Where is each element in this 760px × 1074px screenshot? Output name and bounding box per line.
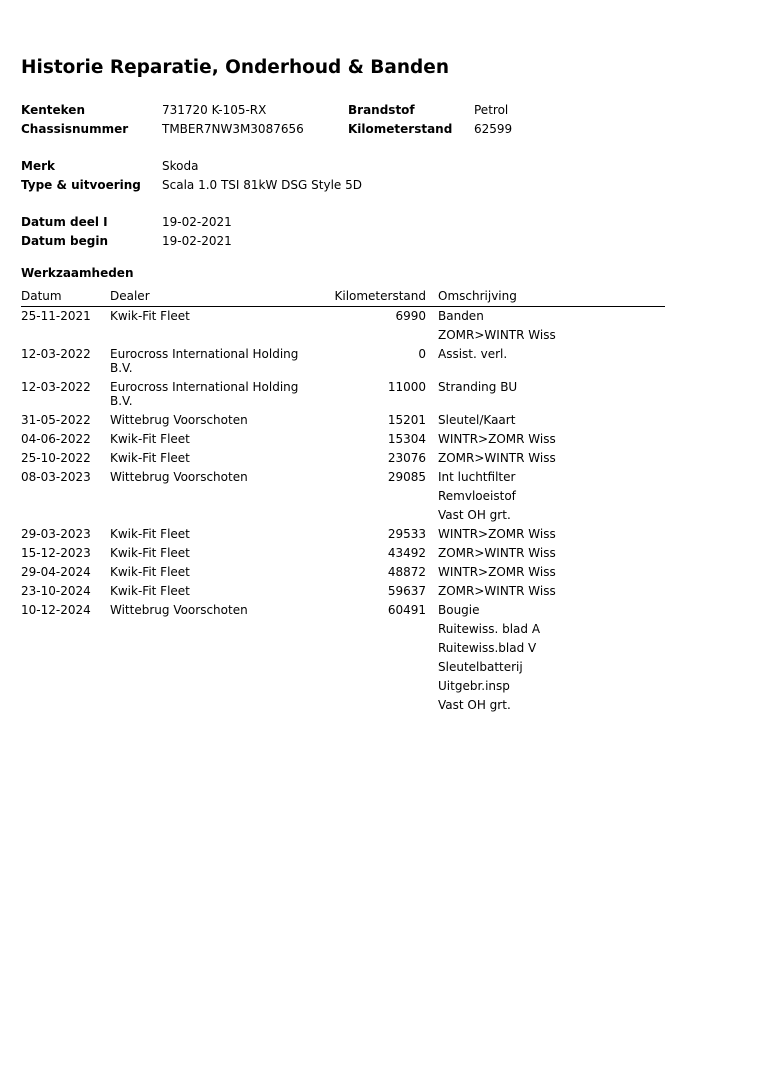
omschrijving-item: Int luchtfilter xyxy=(438,470,516,484)
header-omschrijving: Omschrijving xyxy=(438,289,517,303)
header-kilometerstand: Kilometerstand xyxy=(334,289,426,303)
row-dealer: Wittebrug Voorschoten xyxy=(110,603,248,617)
row-kilometerstand: 15304 xyxy=(387,432,426,446)
row-dealer: Kwik-Fit Fleet xyxy=(110,451,190,465)
section-title-werkzaamheden: Werkzaamheden xyxy=(21,266,134,280)
table-header xyxy=(21,288,665,307)
row-dealer: Kwik-Fit Fleet xyxy=(110,546,190,560)
row-date: 08-03-2023 xyxy=(21,470,91,484)
kenteken-value: 731720 K-105-RX xyxy=(162,103,267,117)
omschrijving-item: Uitgebr.insp xyxy=(438,679,510,693)
row-omschrijving xyxy=(438,603,540,717)
header-dealer: Dealer xyxy=(110,289,150,303)
row-kilometerstand: 29085 xyxy=(387,470,426,484)
row-date: 04-06-2022 xyxy=(21,432,91,446)
row-kilometerstand: 15201 xyxy=(387,413,426,427)
row-omschrijving xyxy=(438,347,507,366)
omschrijving-item: Bougie xyxy=(438,603,480,617)
row-kilometerstand: 48872 xyxy=(387,565,426,579)
row-date: 10-12-2024 xyxy=(21,603,91,617)
merk-label: Merk xyxy=(21,159,55,173)
table-row xyxy=(21,563,665,582)
row-date: 15-12-2023 xyxy=(21,546,91,560)
row-date: 29-03-2023 xyxy=(21,527,91,541)
omschrijving-item: Stranding BU xyxy=(438,380,518,394)
row-dealer: Kwik-Fit Fleet xyxy=(110,565,190,579)
type-value: Scala 1.0 TSI 81kW DSG Style 5D xyxy=(162,178,362,192)
omschrijving-item: Ruitewiss.blad V xyxy=(438,641,537,655)
row-date: 23-10-2024 xyxy=(21,584,91,598)
row-dealer: Wittebrug Voorschoten xyxy=(110,413,248,427)
table-row xyxy=(21,378,665,411)
datum-deel-value: 19-02-2021 xyxy=(162,215,232,229)
row-kilometerstand: 29533 xyxy=(387,527,426,541)
omschrijving-item: ZOMR>WINTR Wiss xyxy=(438,451,556,465)
row-date: 25-10-2022 xyxy=(21,451,91,465)
chassis-label: Chassisnummer xyxy=(21,122,129,136)
row-date: 31-05-2022 xyxy=(21,413,91,427)
row-dealer: Eurocross International Holding B.V. xyxy=(110,347,299,375)
kilometerstand-label: Kilometerstand xyxy=(348,122,453,136)
table-row xyxy=(21,430,665,449)
omschrijving-item: Vast OH grt. xyxy=(438,698,511,712)
table-row xyxy=(21,411,665,430)
row-dealer: Eurocross International Holding B.V. xyxy=(110,380,299,408)
row-kilometerstand: 59637 xyxy=(387,584,426,598)
row-kilometerstand: 60491 xyxy=(387,603,426,617)
omschrijving-item: Ruitewiss. blad A xyxy=(438,622,541,636)
omschrijving-item: Vast OH grt. xyxy=(438,508,511,522)
datum-begin-label: Datum begin xyxy=(21,234,108,248)
row-date: 29-04-2024 xyxy=(21,565,91,579)
omschrijving-item: ZOMR>WINTR Wiss xyxy=(438,584,556,598)
table-body xyxy=(21,307,665,715)
omschrijving-item: Remvloeistof xyxy=(438,489,516,503)
table-row xyxy=(21,582,665,601)
row-date: 12-03-2022 xyxy=(21,380,91,394)
table-row xyxy=(21,449,665,468)
omschrijving-item: ZOMR>WINTR Wiss xyxy=(438,328,556,342)
table-row xyxy=(21,345,665,378)
type-label: Type & uitvoering xyxy=(21,178,141,192)
row-dealer: Kwik-Fit Fleet xyxy=(110,432,190,446)
row-dealer: Kwik-Fit Fleet xyxy=(110,309,190,323)
omschrijving-item: Sleutel/Kaart xyxy=(438,413,516,427)
chassis-value: TMBER7NW3M3087656 xyxy=(162,122,304,136)
table-row xyxy=(21,544,665,563)
kilometerstand-value: 62599 xyxy=(474,122,513,136)
page-title: Historie Reparatie, Onderhoud & Banden xyxy=(21,57,450,78)
row-dealer: Kwik-Fit Fleet xyxy=(110,584,190,598)
row-kilometerstand: 11000 xyxy=(387,380,426,394)
kenteken-label: Kenteken xyxy=(21,103,85,117)
row-dealer: Kwik-Fit Fleet xyxy=(110,527,190,541)
omschrijving-item: WINTR>ZOMR Wiss xyxy=(438,527,556,541)
table-row xyxy=(21,307,665,345)
merk-value: Skoda xyxy=(162,159,199,173)
row-omschrijving xyxy=(438,380,517,399)
table-row xyxy=(21,525,665,544)
table-row xyxy=(21,468,665,525)
datum-deel-label: Datum deel I xyxy=(21,215,108,229)
omschrijving-item: WINTR>ZOMR Wiss xyxy=(438,565,556,579)
row-date: 25-11-2021 xyxy=(21,309,91,323)
werkzaamheden-table xyxy=(21,288,665,715)
omschrijving-item: Sleutelbatterij xyxy=(438,660,523,674)
row-kilometerstand: 23076 xyxy=(387,451,426,465)
brandstof-value: Petrol xyxy=(474,103,509,117)
omschrijving-item: Banden xyxy=(438,309,484,323)
datum-begin-value: 19-02-2021 xyxy=(162,234,232,248)
row-kilometerstand: 6990 xyxy=(395,309,426,323)
row-date: 12-03-2022 xyxy=(21,347,91,361)
brandstof-label: Brandstof xyxy=(348,103,415,117)
omschrijving-item: WINTR>ZOMR Wiss xyxy=(438,432,556,446)
table-row xyxy=(21,601,665,715)
row-omschrijving xyxy=(438,309,556,347)
row-omschrijving xyxy=(438,470,516,527)
omschrijving-item: Assist. verl. xyxy=(438,347,508,361)
omschrijving-item: ZOMR>WINTR Wiss xyxy=(438,546,556,560)
row-kilometerstand: 0 xyxy=(418,347,426,361)
header-datum: Datum xyxy=(21,289,62,303)
row-kilometerstand: 43492 xyxy=(387,546,426,560)
row-dealer: Wittebrug Voorschoten xyxy=(110,470,248,484)
